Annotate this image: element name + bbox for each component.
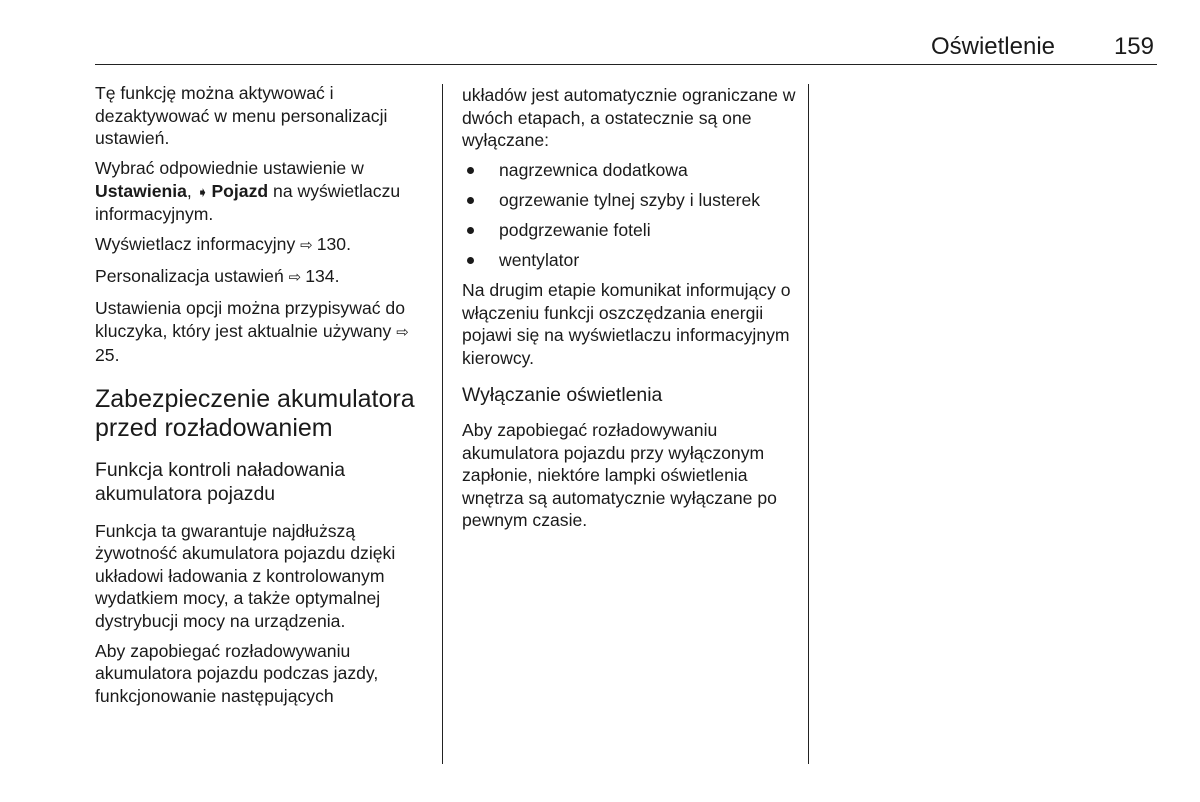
column-divider-right (808, 84, 809, 764)
reference-text: Wyświetlacz informacyjny (95, 234, 301, 254)
paragraph: Aby zapobiegać rozładowywaniu akumulatora pojazdu podczas jazdy, funkcjonowanie następujących (95, 640, 379, 706)
page-reference: 130. (316, 234, 351, 254)
page-reference-icon: ⇨ (288, 269, 302, 286)
paragraph: Na drugim etapie komunikat informujący o włączeniu funkcji oszczędzania energii pojawi się na wyświetlaczu informacyjnym kierowcy. (462, 280, 791, 368)
page-reference: 134. (305, 266, 340, 286)
menu-item-pojazd: Pojazd (211, 180, 269, 201)
paragraph (95, 233, 433, 258)
subsection-heading: Funkcja kontroli naładowania akumulatora pojazdu (95, 458, 346, 505)
left-column (95, 82, 433, 715)
subsection-heading: Wyłączanie oświetlenia (462, 384, 663, 406)
bullet-list (462, 159, 802, 272)
page-reference-icon: ⇨ (396, 323, 409, 341)
paragraph: układów jest automatycznie ograniczane w dwóch etapach, a ostatecznie są one wyłączane: (462, 85, 796, 150)
list-item: nagrzewnica dodatkowa (462, 159, 802, 182)
paragraph: Funkcja ta gwarantuje najdłuższą żywotność akumulatora pojazdu dzięki układowi ładowania z kontrolowanym wydatkiem mocy, a także optymalnej dystrybucji mocy na urządzenia. (95, 520, 396, 631)
paragraph (95, 297, 433, 367)
page-number: 159 (1113, 33, 1154, 60)
page-reference-icon: ⇨ (300, 237, 313, 254)
menu-item-ustawienia: Ustawienia (95, 180, 187, 201)
list-item: ogrzewanie tylnej szyby i lusterek (462, 189, 802, 212)
separator: , (186, 180, 197, 201)
list-item: podgrzewanie foteli (462, 219, 802, 242)
paragraph: Aby zapobiegać rozładowywaniu akumulatora pojazdu przy wyłączonym zapłonie, niektóre lampki oświetlenia wnętrza są automatycznie wyłączane po pewnym czasie. (462, 420, 777, 530)
section-heading: Zabezpieczenie akumulatora przed rozładowaniem (95, 384, 415, 442)
chapter-title: Oświetlenie (930, 33, 1055, 60)
paragraph (95, 157, 433, 226)
reference-text: Personalizacja ustawień (95, 266, 289, 286)
page-reference: 25. (95, 345, 120, 365)
page-header (95, 30, 1157, 65)
column-divider-left (442, 84, 443, 764)
paragraph: Tę funkcję można aktywować i dezaktywować w menu personalizacji ustawień. (95, 83, 388, 148)
list-item: wentylator (462, 249, 802, 272)
paragraph-text: na wyświetlaczu informacyjnym. (95, 180, 401, 224)
menu-arrow-icon: ➧ (196, 183, 209, 200)
paragraph-text: Wybrać odpowiednie ustawienie w (95, 158, 364, 178)
middle-column (462, 84, 802, 539)
paragraph (95, 265, 433, 290)
reference-text: Ustawienia opcji można przypisywać do kluczyka, który jest aktualnie używany (95, 298, 405, 341)
